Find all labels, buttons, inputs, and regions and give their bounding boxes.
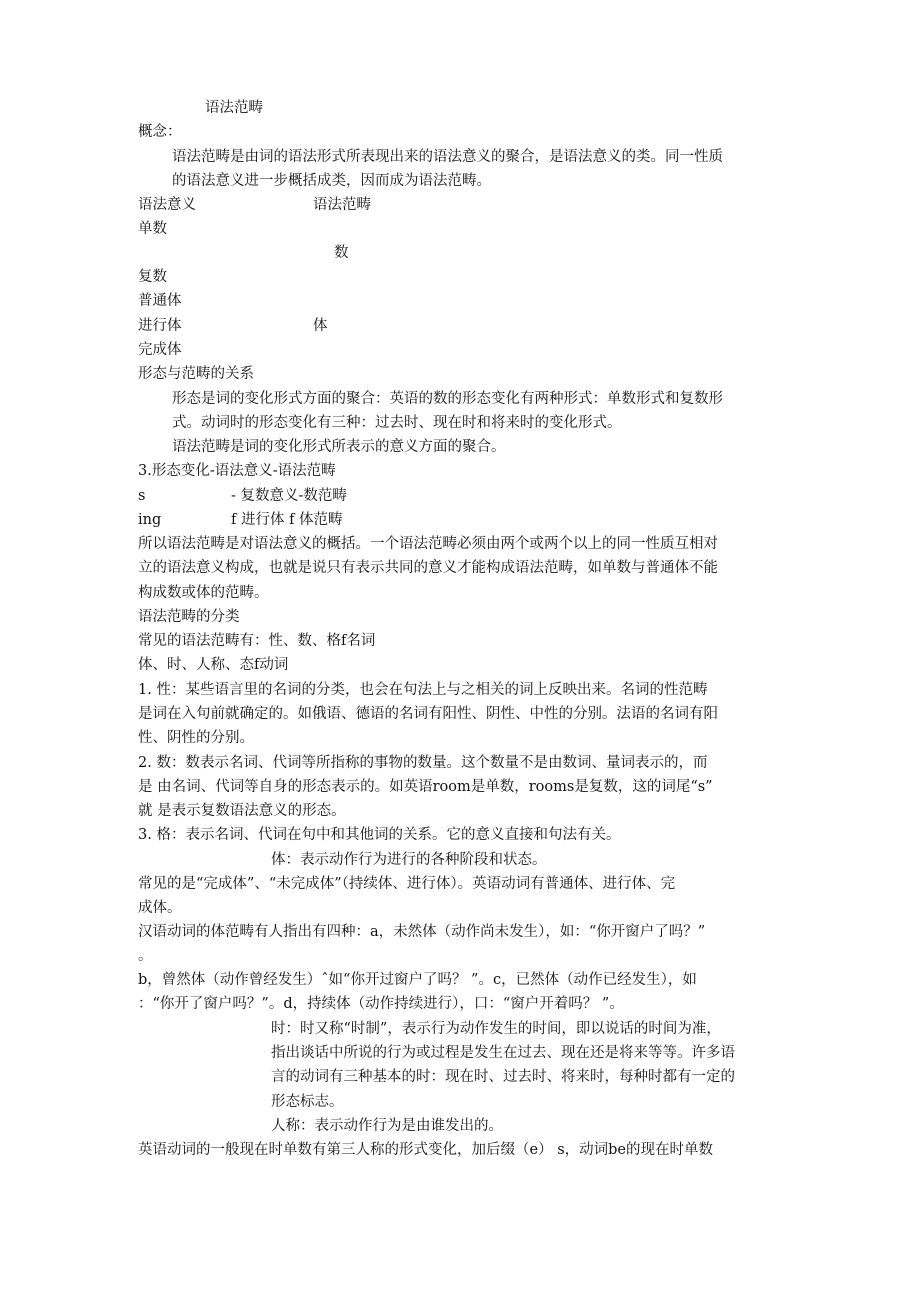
tense-line: 指出谈话中所说的行为或过程是发生在过去、现在还是将来等等。许多语 (271, 1045, 735, 1061)
relation-paragraph-line: 语法范畴是词的变化形式所表示的意义方面的聚合。 (172, 439, 506, 455)
table-row-perfect: 完成体 (138, 342, 182, 358)
table-category-aspect: 体 (313, 318, 328, 334)
tense-line: 时：时又称“时制”，表示行为动作发生的时间，即以说话的时间为准， (271, 1021, 721, 1037)
chain-ing-meaning: f 进行体 f 体范畴 (231, 512, 343, 528)
person-line: 英语动词的一般现在时单数有第三人称的形式变化，加后缀（e） s，动词be的现在时单数 (138, 1142, 713, 1158)
aspect-line: 常见的是“完成体”、“未完成体”（持续体、进行体）。英语动词有普通体、进行体、完 (138, 876, 676, 892)
table-row-common-aspect: 普通体 (138, 293, 182, 309)
relation-paragraph-line: 形态是词的变化形式方面的聚合：英语的数的形态变化有两种形式：单数形式和复数形 (172, 391, 723, 407)
summary-line: 立的语法意义构成，也就是说只有表示共同的意义才能构成语法范畴，如单数与普通体不能 (138, 560, 718, 576)
chain-ing-form: ing (138, 512, 162, 528)
classification-line: 常见的语法范畴有：性、数、格f名词 (138, 633, 376, 649)
number-line: 就 是表示复数语法意义的形态。 (138, 803, 346, 819)
concept-paragraph-line: 语法范畴是由词的语法形式所表现出来的语法意义的聚合，是语法意义的类。同一性质 (172, 149, 723, 165)
concept-heading: 概念： (138, 124, 182, 140)
case-line: 3. 格：表示名词、代词在句中和其他词的关系。它的意义直接和句法有关。 (138, 827, 621, 843)
aspect-line: 成体。 (138, 900, 182, 916)
aspect-heading: 体：表示动作行为进行的各种阶段和状态。 (271, 852, 547, 868)
chain-s-meaning: - 复数意义-数范畴 (231, 488, 347, 504)
classification-line: 体、时、人称、态f动词 (138, 657, 289, 673)
table-header-meaning: 语法意义 (138, 197, 196, 213)
aspect-line: 。 (138, 948, 153, 964)
number-line: 2. 数：数表示名词、代词等所指称的事物的数量。这个数量不是由数词、量词表示的，而 (138, 755, 708, 771)
aspect-line: 汉语动词的体范畴有人指出有四种：a，未然体（动作尚未发生），如：“你开窗户了吗？” (138, 924, 706, 940)
summary-line: 所以语法范畴是对语法意义的概括。一个语法范畴必须由两个或两个以上的同一性质互相对 (138, 536, 718, 552)
classification-heading: 语法范畴的分类 (138, 609, 240, 625)
doc-title: 语法范畴 (205, 100, 263, 116)
concept-paragraph-line: 的语法意义进一步概括成类，因而成为语法范畴。 (172, 173, 491, 189)
table-row-progressive: 进行体 (138, 318, 182, 334)
tense-line: 言的动词有三种基本的时：现在时、过去时、将来时，每种时都有一定的 (271, 1069, 735, 1085)
tense-line: 形态标志。 (271, 1094, 344, 1110)
gender-line: 性、阴性的分别。 (138, 730, 254, 746)
gender-line: 1. 性：某些语言里的名词的分类，也会在句法上与之相关的词上反映出来。名词的性范畴 (138, 682, 708, 698)
chain-heading: 3.形态变化-语法意义-语法范畴 (138, 463, 336, 479)
relation-paragraph-line: 式。动词时的形态变化有三种：过去时、现在时和将来时的变化形式。 (172, 415, 622, 431)
aspect-line: ：“你开了窗户吗？”。d，持续体（动作持续进行），口：“窗户开着吗？ ”。 (138, 996, 624, 1012)
table-header-category: 语法范畴 (313, 197, 371, 213)
table-row-singular: 单数 (138, 221, 167, 237)
aspect-line: b，曾然体（动作曾经发生）ˆ如“你开过窗户了吗？ ”。c，已然体（动作已经发生），如 (138, 972, 697, 988)
summary-line: 构成数或体的范畴。 (138, 585, 269, 601)
person-heading: 人称：表示动作行为是由谁发出的。 (271, 1118, 503, 1134)
table-category-number: 数 (334, 245, 349, 261)
chain-s-form: s (138, 488, 146, 504)
number-line: 是 由名词、代词等自身的形态表示的。如英语room是单数，rooms是复数，这的词尾“s” (138, 779, 713, 795)
gender-line: 是词在入句前就确定的。如俄语、德语的名词有阳性、阴性、中性的分别。法语的名词有阳 (138, 706, 718, 722)
table-row-plural: 复数 (138, 269, 167, 285)
relation-heading: 形态与范畴的关系 (138, 366, 254, 382)
